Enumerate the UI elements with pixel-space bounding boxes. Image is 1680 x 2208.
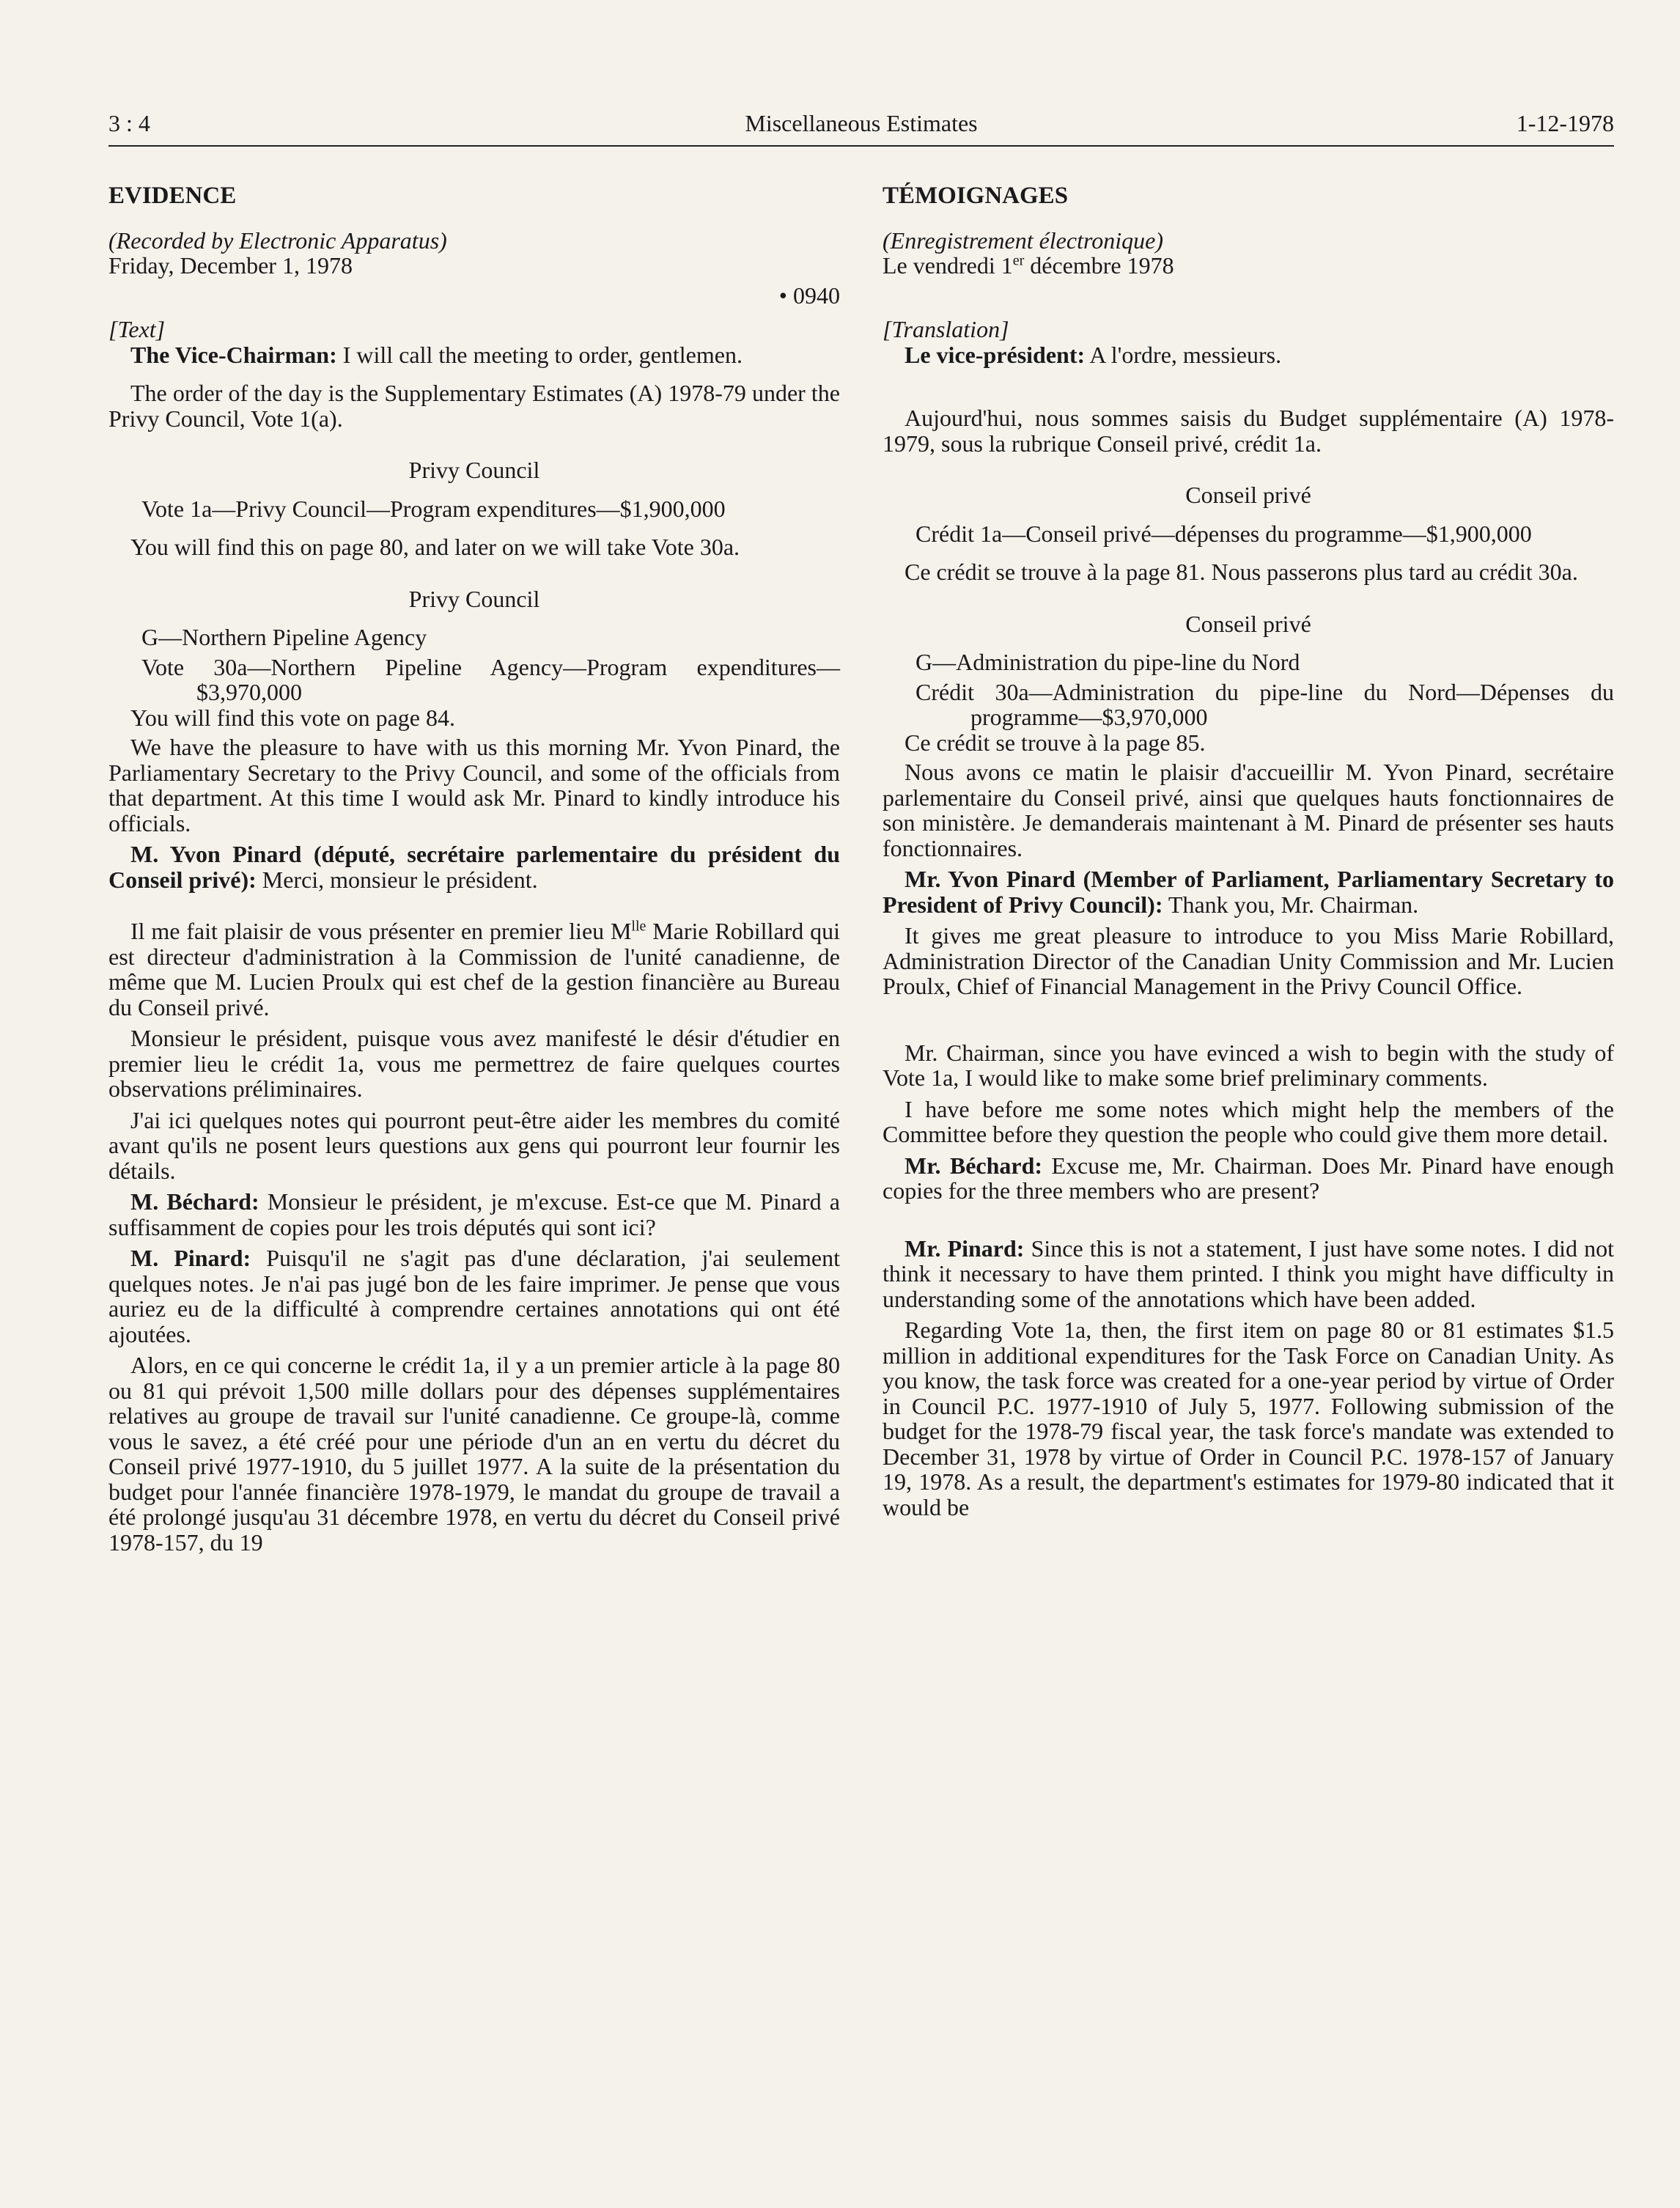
text-tag: [Text]	[108, 316, 166, 342]
speech-text: I will call the meeting to order, gentlemen.	[336, 341, 743, 368]
paragraph	[108, 919, 840, 1020]
speech-text: Il me fait plaisir de vous présenter en premier lieu M	[130, 918, 632, 944]
paragraph: Ce crédit se trouve à la page 81. Nous passerons plus tard au crédit 30a.	[905, 559, 1578, 585]
speech-text: Excuse me, Mr. Chairman. Does Mr. Pinard have enough copies for the three members who are present?	[883, 1152, 1615, 1204]
speaker: M. Yvon Pinard (député, secrétaire parlementaire du président du Conseil privé):	[108, 841, 840, 893]
speech-text: A l'ordre, messieurs.	[1085, 341, 1282, 368]
paragraph	[883, 866, 1614, 917]
speaker: M. Pinard:	[130, 1245, 251, 1271]
paragraph	[108, 1189, 840, 1240]
agency-heading: G—Administration du pipe-line du Nord	[915, 649, 1300, 675]
subheading: Privy Council	[408, 457, 540, 483]
speech-text: Since this is not a statement, I just have some notes. I did not think it necessary to have them printed. I think you might have difficulty in understanding some of the annotations which have been added.	[883, 1234, 1615, 1312]
timecode: • 0940	[778, 281, 840, 309]
paragraph	[883, 1236, 1614, 1312]
speech-text: Puisqu'il ne s'agit pas d'une déclaration, j'ai seulement quelques notes. Je n'ai pas jugé bon de les faire imprimer. Je pense que vous auriez eu de la difficulté à comprendre certaines annotations qui ont été ajoutées.	[108, 1245, 840, 1347]
superscript: er	[1012, 252, 1025, 269]
right-column	[883, 183, 1614, 1520]
section-heading: TÉMOIGNAGES	[883, 183, 1069, 209]
date-line: Friday, December 1, 1978	[108, 252, 353, 279]
vote-item: Crédit 30a—Administration du pipe-line du Nord—Dépenses du programme—$3,970,000	[915, 678, 1614, 730]
section-heading: EVIDENCE	[108, 183, 237, 209]
paragraph	[883, 342, 1614, 368]
paragraph: Mr. Chairman, since you have evinced a wish to begin with the study of Vote 1a, I would like to make some brief preliminary comments.	[883, 1039, 1614, 1091]
paragraph: Nous avons ce matin le plaisir d'accueillir M. Yvon Pinard, secrétaire parlementaire du Conseil privé, ainsi que quelques hauts fonctionnaires de son ministère. Je demanderais maintenant à M. Pinard de présenter ses hauts fonctionnaires.	[883, 759, 1614, 861]
paragraph: Monsieur le président, puisque vous avez manifesté le désir d'étudier en premier lieu le crédit 1a, vous me permettrez de faire quelques courtes observations préliminaires.	[108, 1025, 840, 1102]
paragraph: Regarding Vote 1a, then, the first item on page 80 or 81 estimates $1.5 million in additional expenditures for the Task Force on Canadian Unity. As you know, the task force was created for a one-year period by virtue of Order in Council P.C. 1977-1910 of July 5, 1977. Following submission of the budget for the 1978-79 fiscal year, the task force's mandate was extended to December 31, 1978 by virtue of Order in Council P.C. 1978-157 of January 19, 1978. As a result, the department's estimates for 1979-80 indicated that it would be	[883, 1317, 1614, 1520]
agency-heading: G—Northern Pipeline Agency	[141, 624, 427, 650]
spacer	[883, 283, 1614, 309]
paragraph: Alors, en ce qui concerne le crédit 1a, il y a un premier article à la page 80 ou 81 qui prévoit 1,500 mille dollars pour des dépenses supplémentaires relatives au groupe de travail sur l'unité canadienne. Ce groupe-là, comme vous le savez, a été créé pour une période d'un an en vertu du décret du Conseil privé 1977-1910, du 5 juillet 1977. A la suite de la présentation du budget pour l'année financière 1978-1979, le mandat du groupe de travail a été prolongé jusqu'au 31 décembre 1978, en vertu du décret du Conseil privé 1978-157, du 19	[108, 1352, 840, 1556]
vote-item: Vote 1a—Privy Council—Program expenditures—$1,900,000	[141, 495, 726, 522]
paragraph: I have before me some notes which might help the members of the Committee before they question the people who could give them more detail.	[883, 1095, 1614, 1147]
superscript: lle	[631, 918, 646, 935]
left-column	[108, 183, 840, 1555]
paragraph: You will find this on page 80, and later on we will take Vote 30a.	[130, 534, 740, 560]
recorded-note: (Recorded by Electronic Apparatus)	[108, 227, 447, 254]
paragraph: It gives me great pleasure to introduce to you Miss Marie Robillard, Administration Director of the Canadian Unity Commission and Mr. Lucien Proulx, Chief of Financial Management in the Privy Council Office.	[883, 922, 1614, 999]
vote-item: Vote 30a—Northern Pipeline Agency—Program expenditures—$3,970,000	[141, 653, 840, 705]
speaker: Mr. Pinard:	[905, 1234, 1025, 1262]
paragraph	[108, 842, 840, 892]
speaker: Mr. Béchard:	[905, 1152, 1043, 1179]
paragraph: Ce crédit se trouve à la page 85.	[905, 729, 1206, 756]
text-tag: [Translation]	[883, 316, 1009, 342]
paragraph	[108, 1245, 840, 1347]
paragraph	[108, 342, 840, 368]
paragraph: You will find this vote on page 84.	[130, 704, 455, 731]
speech-text: Monsieur le président, je m'excuse. Est-ce que M. Pinard a suffisamment de copies pour les trois députés qui sont ici?	[108, 1188, 841, 1240]
paragraph: We have the pleasure to have with us this morning Mr. Yvon Pinard, the Parliamentary Secretary to the Privy Council, and some of the officials from that department. At this time I would ask Mr. Pinard to kindly introduce his officials.	[108, 734, 840, 836]
page-header	[108, 110, 1614, 147]
subheading: Conseil privé	[1185, 482, 1311, 508]
date-line	[883, 253, 1614, 279]
paragraph: Aujourd'hui, nous sommes saisis du Budget supplémentaire (A) 1978-1979, sous la rubrique Conseil privé, crédit 1a.	[883, 405, 1614, 457]
recorded-note: (Enregistrement électronique)	[883, 227, 1163, 254]
date-text: Le vendredi 1	[883, 252, 1013, 279]
speaker: Mr. Yvon Pinard (Member of Parliament, Parliamentary Secretary to President of Privy Council):	[883, 866, 1614, 918]
speech-text: Merci, monsieur le président.	[256, 866, 538, 893]
vote-item: Crédit 1a—Conseil privé—dépenses du programme—$1,900,000	[915, 520, 1532, 547]
subheading: Privy Council	[408, 585, 540, 612]
paragraph: The order of the day is the Supplementary Estimates (A) 1978-79 under the Privy Council, Vote 1(a).	[108, 380, 840, 432]
header-date: 1-12-1978	[1516, 110, 1614, 136]
date-text: décembre 1978	[1024, 252, 1174, 279]
subheading: Conseil privé	[1185, 610, 1311, 637]
speech-text: Marie Robillard qui est directeur d'administration à la Commission de l'unité canadienne, de même que M. Lucien Proulx qui est chef de la gestion financière au Bureau du Conseil privé.	[108, 918, 841, 1020]
speaker: The Vice-Chairman:	[130, 341, 337, 368]
paragraph: J'ai ici quelques notes qui pourront peut-être aider les membres du comité avant qu'ils ne posent leurs questions aux gens qui pourront leur fournir les détails.	[108, 1106, 840, 1184]
page-number: 3 : 4	[108, 110, 150, 136]
running-title: Miscellaneous Estimates	[745, 110, 978, 136]
paragraph	[883, 1153, 1614, 1204]
speech-text: Thank you, Mr. Chairman.	[1163, 891, 1419, 918]
speaker: M. Béchard:	[130, 1188, 259, 1215]
speaker: Le vice-président:	[905, 341, 1086, 368]
